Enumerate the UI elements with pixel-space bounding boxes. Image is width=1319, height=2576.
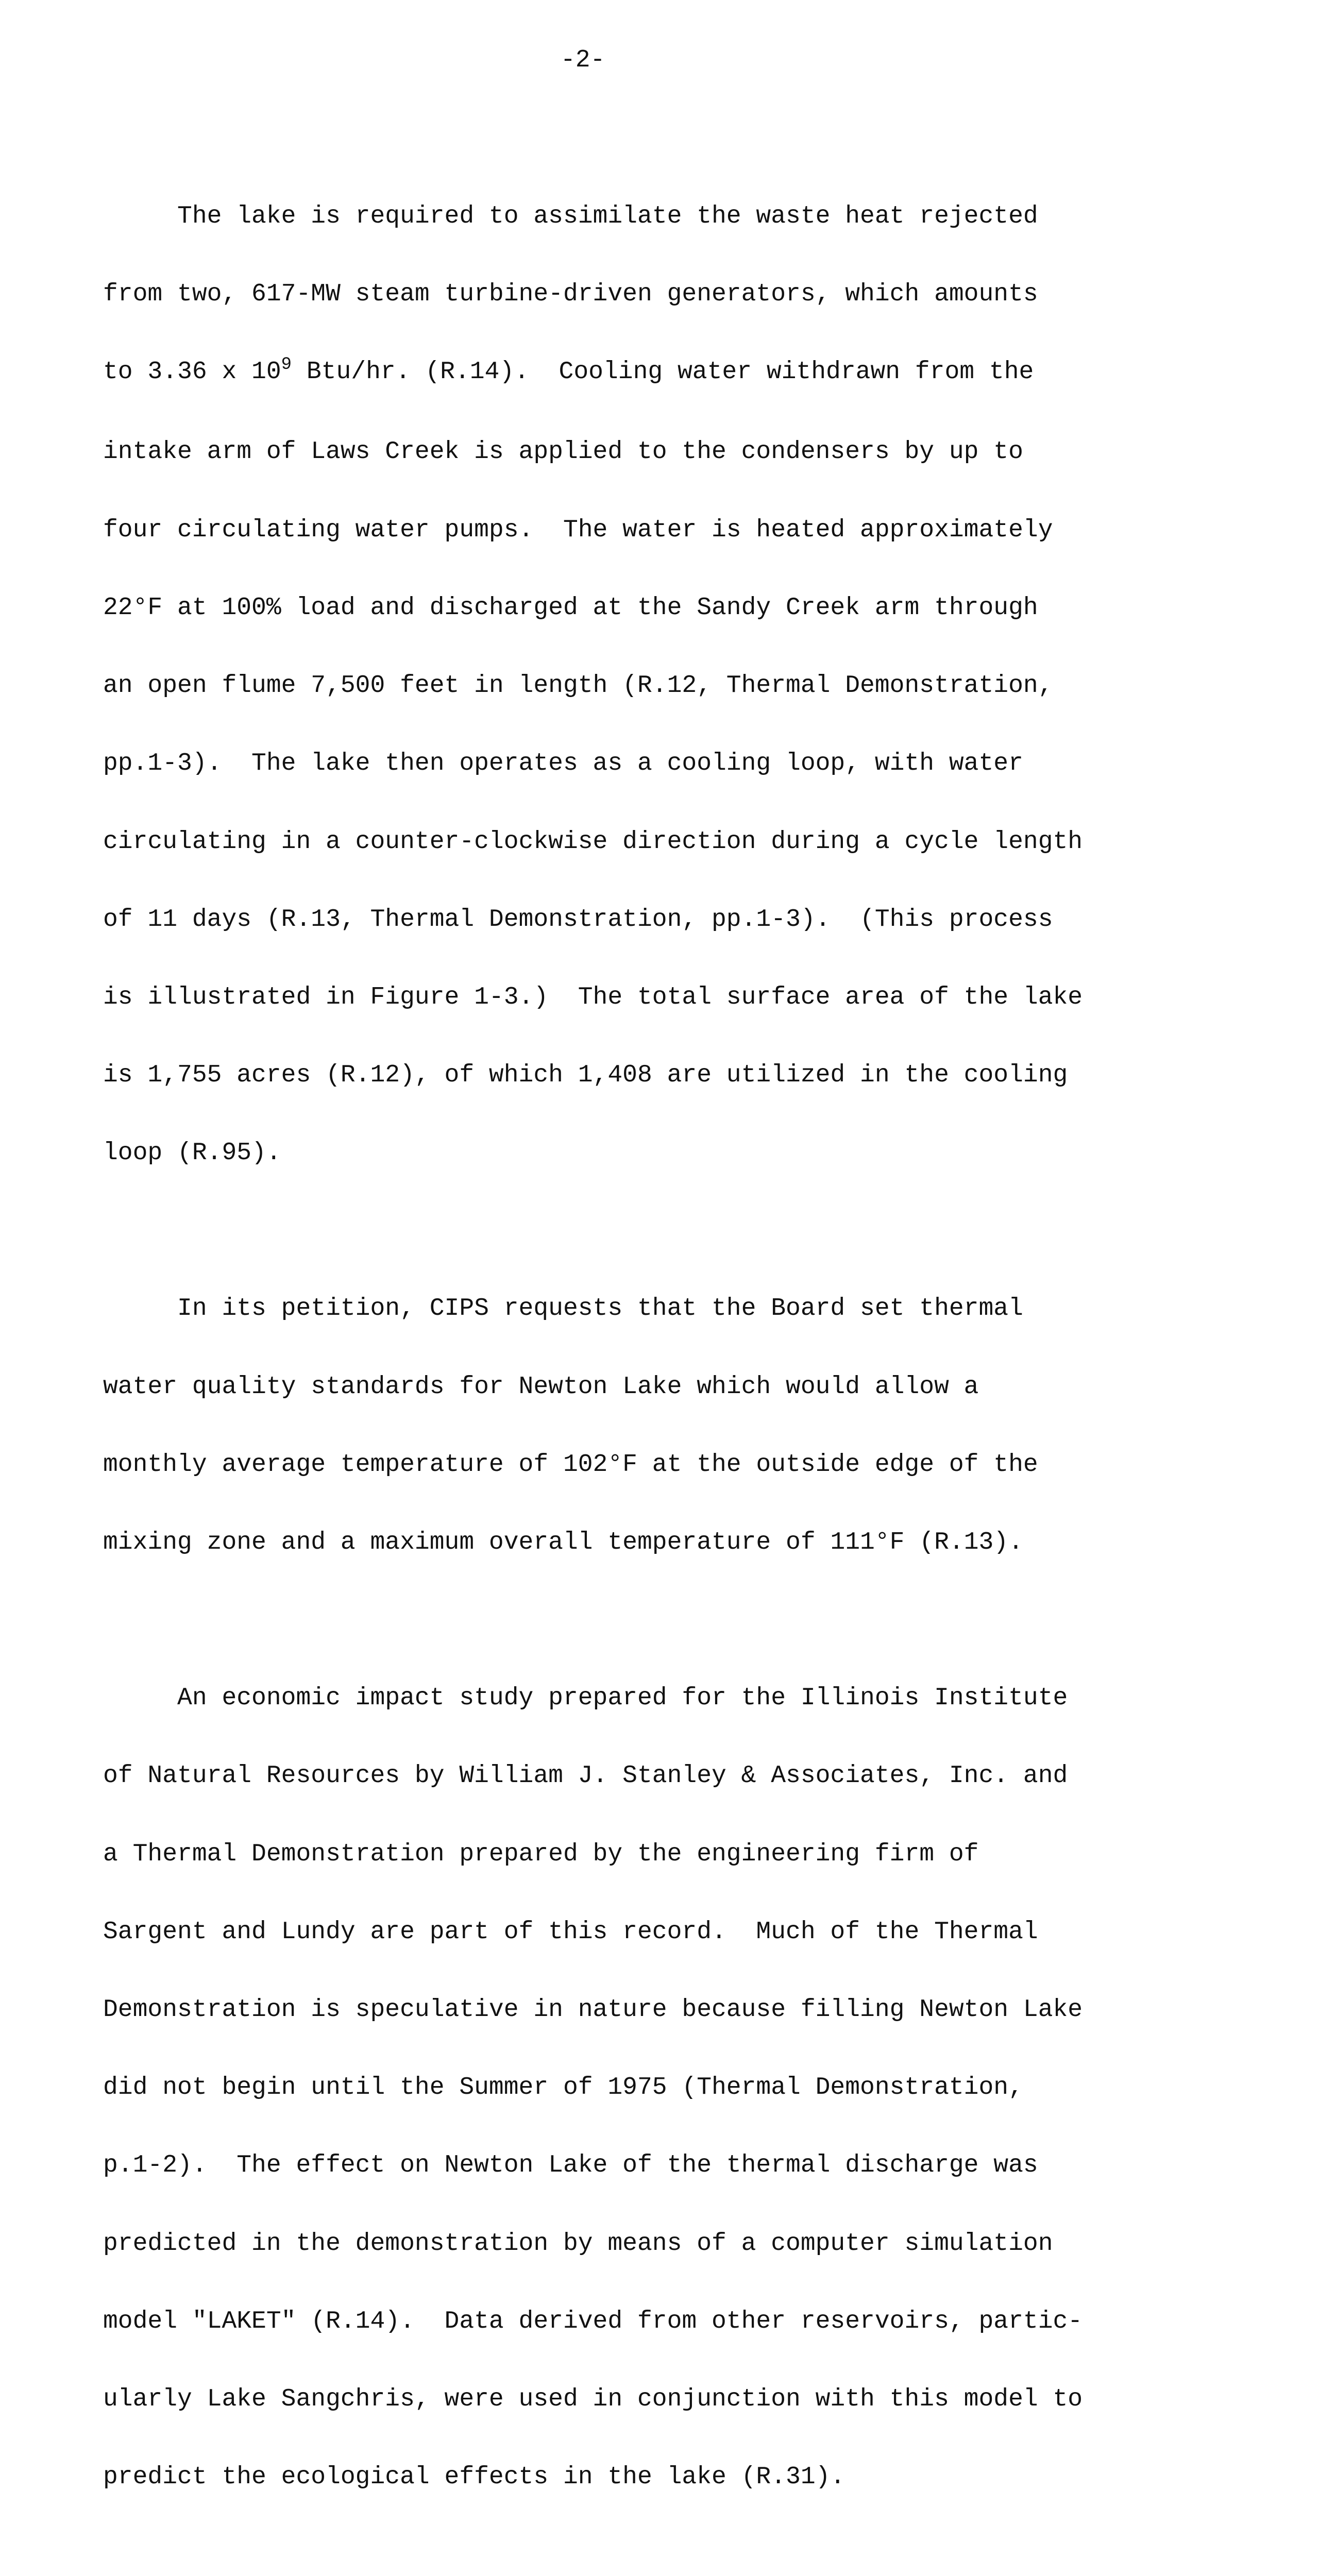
text-line: p.1-2). The effect on Newton Lake of the thermal discharge was bbox=[103, 2151, 1038, 2180]
text-line: monthly average temperature of 102°F at the outside edge of the bbox=[103, 1450, 1038, 1479]
text-line: loop (R.95). bbox=[103, 1139, 281, 1167]
text-line: is illustrated in Figure 1-3.) The total surface area of the lake bbox=[103, 984, 1083, 1011]
text-line: The lake is required to assimilate the waste heat rejected bbox=[103, 202, 1038, 230]
text-line: intake arm of Laws Creek is applied to the condensers by up to bbox=[103, 438, 1023, 466]
text-line: An economic impact study prepared for the Illinois Institute bbox=[103, 1684, 1068, 1713]
text-line: mixing zone and a maximum overall temperature of 111°F (R.13). bbox=[103, 1529, 1023, 1557]
text-line: predicted in the demonstration by means of a computer simulation bbox=[103, 2229, 1053, 2258]
paragraph-petition bbox=[103, 1244, 1247, 1608]
document-body bbox=[103, 151, 1247, 2576]
text-line: did not begin until the Summer of 1975 (Thermal Demonstration, bbox=[103, 2074, 1023, 2102]
page-number: -2- bbox=[561, 46, 605, 74]
text-line: is 1,755 acres (R.12), of which 1,408 are utilized in the cooling bbox=[103, 1061, 1068, 1090]
text-line: predict the ecological effects in the lake (R.31). bbox=[103, 2463, 845, 2492]
text-line: Demonstration is speculative in nature because filling Newton Lake bbox=[103, 1996, 1083, 2024]
text-line: circulating in a counter-clockwise direction during a cycle length bbox=[103, 827, 1083, 856]
text-line: In its petition, CIPS requests that the Board set thermal bbox=[103, 1295, 1023, 1323]
text-line: pp.1-3). The lake then operates as a cooling loop, with water bbox=[103, 750, 1023, 778]
text-line: from two, 617-MW steam turbine-driven generators, which amounts bbox=[103, 280, 1038, 309]
exponent: 9 bbox=[281, 355, 292, 375]
text-line: water quality standards for Newton Lake which would allow a bbox=[103, 1372, 979, 1401]
paragraph-hearing bbox=[103, 2568, 1247, 2576]
paragraph-thermal-loop bbox=[103, 151, 1247, 1218]
text-line: a Thermal Demonstration prepared by the engineering firm of bbox=[103, 1840, 979, 1868]
paragraph-economic-study bbox=[103, 1633, 1247, 2542]
text-line: to 3.36 x 10 bbox=[103, 358, 281, 386]
text-line: four circulating water pumps. The water is heated approximately bbox=[103, 516, 1053, 544]
text-line: Btu/hr. (R.14). Cooling water withdrawn from the bbox=[292, 358, 1034, 386]
text-line bbox=[103, 355, 1247, 387]
text-line: of Natural Resources by William J. Stanley & Associates, Inc. and bbox=[103, 1762, 1068, 1790]
text-line: model "LAKET" (R.14). Data derived from other reservoirs, partic- bbox=[103, 2307, 1083, 2335]
text-line: an open flume 7,500 feet in length (R.12, Thermal Demonstration, bbox=[103, 672, 1053, 700]
text-line: 22°F at 100% load and discharged at the Sandy Creek arm through bbox=[103, 594, 1038, 622]
text-line: ularly Lake Sangchris, were used in conjunction with this model to bbox=[103, 2385, 1083, 2414]
text-line: of 11 days (R.13, Thermal Demonstration, pp.1-3). (This process bbox=[103, 905, 1053, 934]
text-line: Sargent and Lundy are part of this record. Much of the Thermal bbox=[103, 1918, 1038, 1946]
